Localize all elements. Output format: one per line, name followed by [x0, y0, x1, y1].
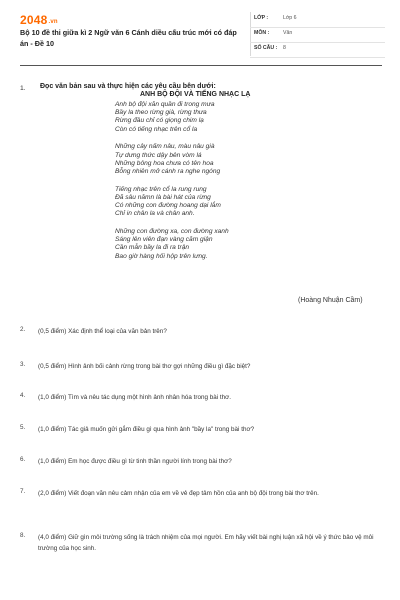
site-logo[interactable]	[20, 13, 58, 27]
poem-line: Những cây nấm nâu, màu nâu già	[115, 143, 215, 151]
question-number: 5.	[20, 424, 26, 431]
poem-stanza	[115, 101, 315, 134]
poem-line: Rừng đầu chỉ có giọng chim lạ	[115, 117, 204, 125]
question-number: 1.	[20, 85, 26, 92]
poem-line: Bỗng nhiên mở cánh ra nghe ngóng	[115, 167, 221, 175]
poem-line: Còn có tiếng nhạc trên cổ la	[115, 125, 198, 133]
question-number: 7.	[20, 488, 26, 495]
question-text: (0,5 điểm) Hình ảnh bối cảnh rừng trong bài thơ gợi những điều gì đặc biệt?	[38, 363, 251, 370]
header-divider	[20, 65, 382, 66]
exam-title: Bộ 10 đề thi giữa kì 2 Ngữ văn 6 Cánh diều cấu trúc mới có đáp án - Đề 10	[20, 28, 237, 48]
logo-text: 2048	[20, 13, 48, 27]
question-text: (1,0 điểm) Tìm và nêu tác dụng một hình ảnh nhân hóa trong bài thơ.	[38, 394, 232, 401]
meta-value-count: 8	[283, 45, 286, 51]
poem-line: Bầy la theo rừng già, rừng thưa	[115, 109, 207, 117]
question-text: (1,0 điểm) Tác giả muốn gửi gắm điều gì qua hình ảnh "bầy la" trong bài thơ?	[38, 426, 255, 433]
poem-line: Những con đường xa, con đường xanh	[115, 227, 229, 235]
question-text: (4,0 điểm) Giữ gìn môi trường sống là trách nhiệm của mọi người. Em hãy viết bài nghị luận xã hội về ý thức bảo vệ môi trường của học sinh.	[38, 534, 374, 552]
question-number: 6.	[20, 456, 26, 463]
question-number: 4.	[20, 392, 26, 399]
meta-row-class	[250, 12, 385, 28]
question-text: (0,5 điểm) Xác định thể loại của văn bản trên?	[38, 328, 167, 335]
poem-title: ANH BỘ ĐỘI VÀ TIẾNG NHẠC LẠ	[140, 91, 251, 98]
question-number: 8.	[20, 532, 26, 539]
question-instruction: Đọc văn bản sau và thực hiện các yêu cầu bên dưới:	[40, 83, 216, 90]
poem-line: Những bông hoa chưa có tên hoa	[115, 159, 214, 167]
poem-line: Có những con đường hoang dại lắm	[115, 202, 221, 210]
question-number: 3.	[20, 361, 26, 368]
poem-stanza	[115, 228, 315, 261]
meta-label-subject: MÔN :	[254, 30, 270, 36]
meta-row-subject	[250, 27, 385, 43]
question-text: (2,0 điểm) Viết đoạn văn nêu cảm nhận của em về vẻ đẹp tâm hồn của anh bộ đội trong bài thơ trên.	[38, 490, 319, 497]
meta-value-subject: Văn	[283, 30, 293, 36]
meta-label-class: LỚP :	[254, 15, 269, 21]
logo-tld: .vn	[48, 19, 58, 25]
page-header	[0, 0, 400, 60]
meta-label-count: SỐ CÂU :	[254, 45, 278, 51]
poem-stanza	[115, 143, 315, 176]
poem-line: Tự dưng thức dậy bên vòm lá	[115, 151, 202, 159]
meta-value-class: Lớp 6	[283, 15, 297, 21]
question-text: (1,0 điểm) Em học được điều gì từ tinh thần người lính trong bài thơ?	[38, 458, 232, 465]
poem-line: Bao giờ hàng hối hộp trên lưng.	[115, 252, 208, 260]
poem-line: Tiếng nhạc trên cổ la rung rung	[115, 185, 207, 193]
poem-line: Chỉ in chân la và chân anh.	[115, 210, 195, 218]
poem-line: Anh bộ đội xăn quần đi trong mưa	[115, 101, 215, 108]
question-number: 2.	[20, 326, 26, 333]
poem-line: Đã sâu nămn là bài hát của rừng	[115, 193, 211, 201]
poem-author: (Hoàng Nhuận Cầm)	[298, 297, 363, 304]
poem-stanza	[115, 186, 315, 219]
poem-line: Sáng lên viên đạn vàng căm giận	[115, 236, 213, 244]
poem-line: Cần mẫn bầy la đi ra trận	[115, 244, 190, 252]
meta-row-count	[250, 42, 385, 58]
poem-text	[115, 101, 315, 270]
